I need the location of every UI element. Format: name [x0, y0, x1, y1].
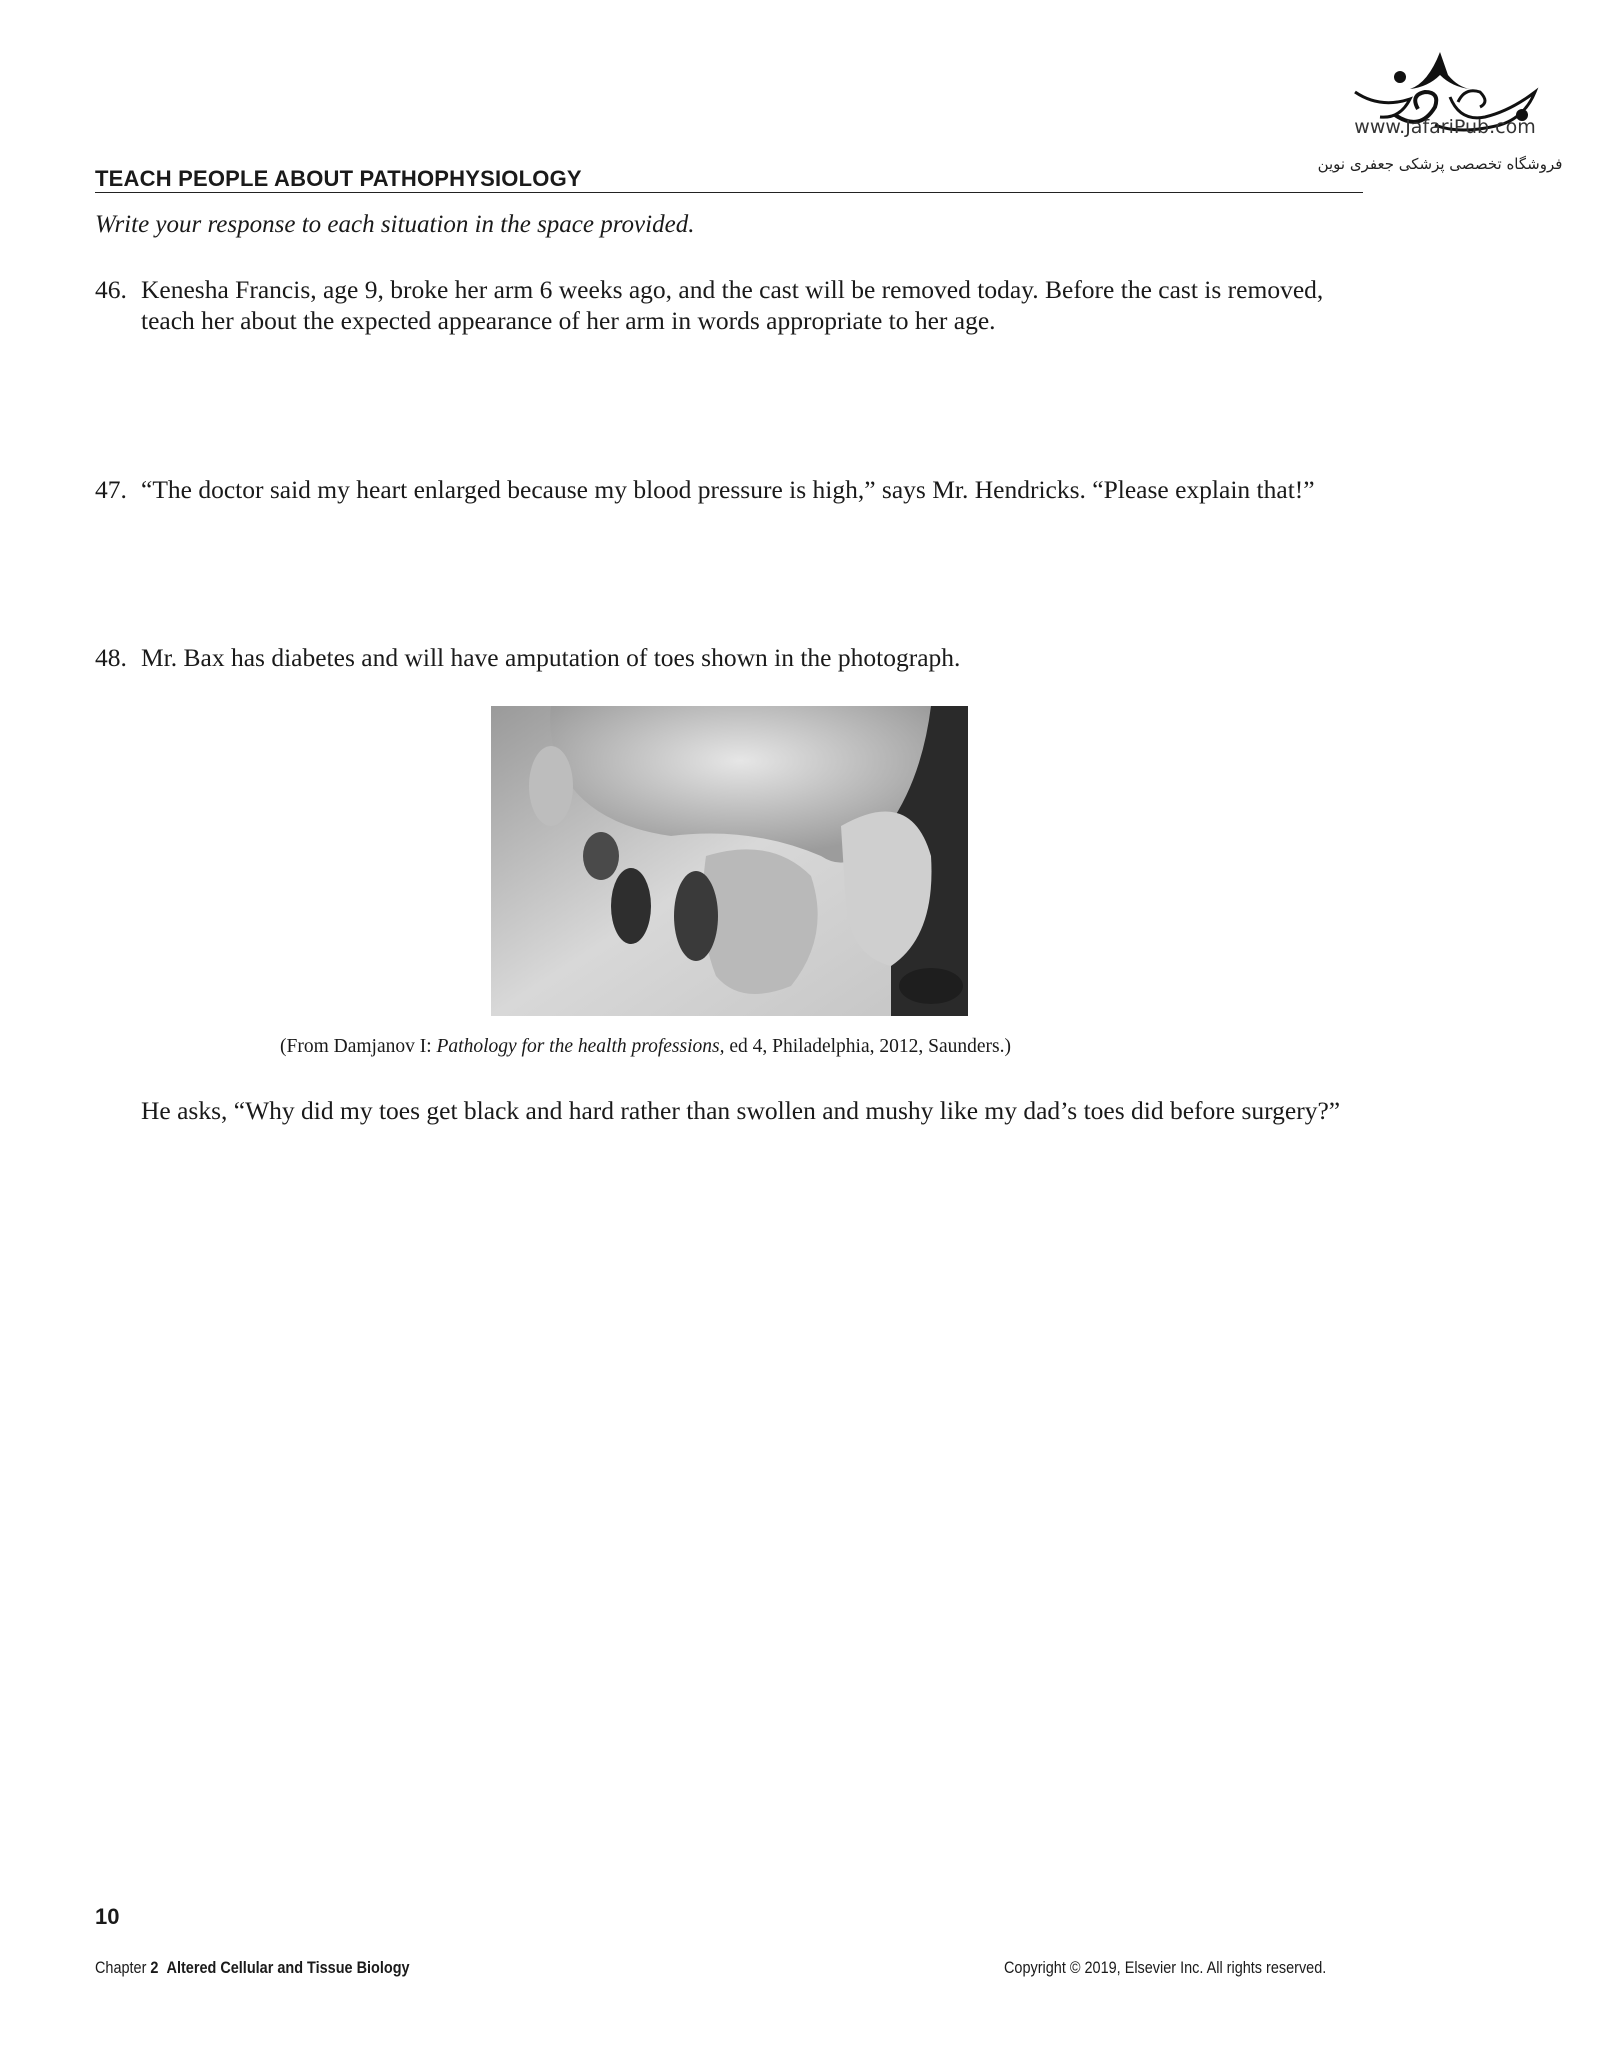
gangrenous-toes-photo — [491, 706, 968, 1016]
chapter-number: 2 — [150, 1958, 159, 1977]
chapter-label: Chapter — [95, 1958, 147, 1977]
watermark-url: www.JafariPub.com — [1354, 116, 1536, 138]
chapter-title: Altered Cellular and Tissue Biology — [166, 1958, 410, 1977]
watermark-tagline: فروشگاه تخصصی پزشکی جعفری نوین — [1317, 155, 1563, 173]
caption-details: ed 4, Philadelphia, 2012, Saunders.) — [724, 1036, 1011, 1057]
question-text: Kenesha Francis, age 9, broke her arm 6 weeks ago, and the cast will be removed today. Before the cast is removed, teach her about the expected appearance of her arm in words appropriate to her age. — [141, 275, 1324, 335]
followup-question: He asks, “Why did my toes get black and hard rather than swollen and mushy like my dad’s toes did before surgery?” — [141, 1096, 1341, 1125]
question-48 — [95, 642, 1365, 673]
section-divider — [95, 192, 1363, 193]
publisher-logo — [1340, 22, 1550, 172]
copyright-notice: Copyright © 2019, Elsevier Inc. All rights reserved. — [1004, 1958, 1327, 1977]
caption-book-title: Pathology for the health professions, — [436, 1036, 725, 1057]
question-text: “The doctor said my heart enlarged because my blood pressure is high,” says Mr. Hendricks. “Please explain that!” — [141, 475, 1315, 504]
chapter-footer — [95, 1958, 410, 1978]
section-title: TEACH PEOPLE ABOUT PATHOPHYSIOLOGY — [95, 166, 582, 191]
question-text: Mr. Bax has diabetes and will have amputation of toes shown in the photograph. — [141, 643, 961, 672]
question-number: 48. — [95, 643, 127, 672]
caption-source: (From Damjanov I: — [280, 1036, 437, 1057]
question-number: 47. — [95, 475, 127, 504]
instruction-text: Write your response to each situation in the space provided. — [95, 211, 695, 238]
question-47 — [95, 474, 1365, 505]
page-number: 10 — [95, 1904, 120, 1929]
figure-caption — [280, 1036, 1011, 1058]
question-46 — [95, 274, 1365, 336]
question-number: 46. — [95, 275, 127, 304]
